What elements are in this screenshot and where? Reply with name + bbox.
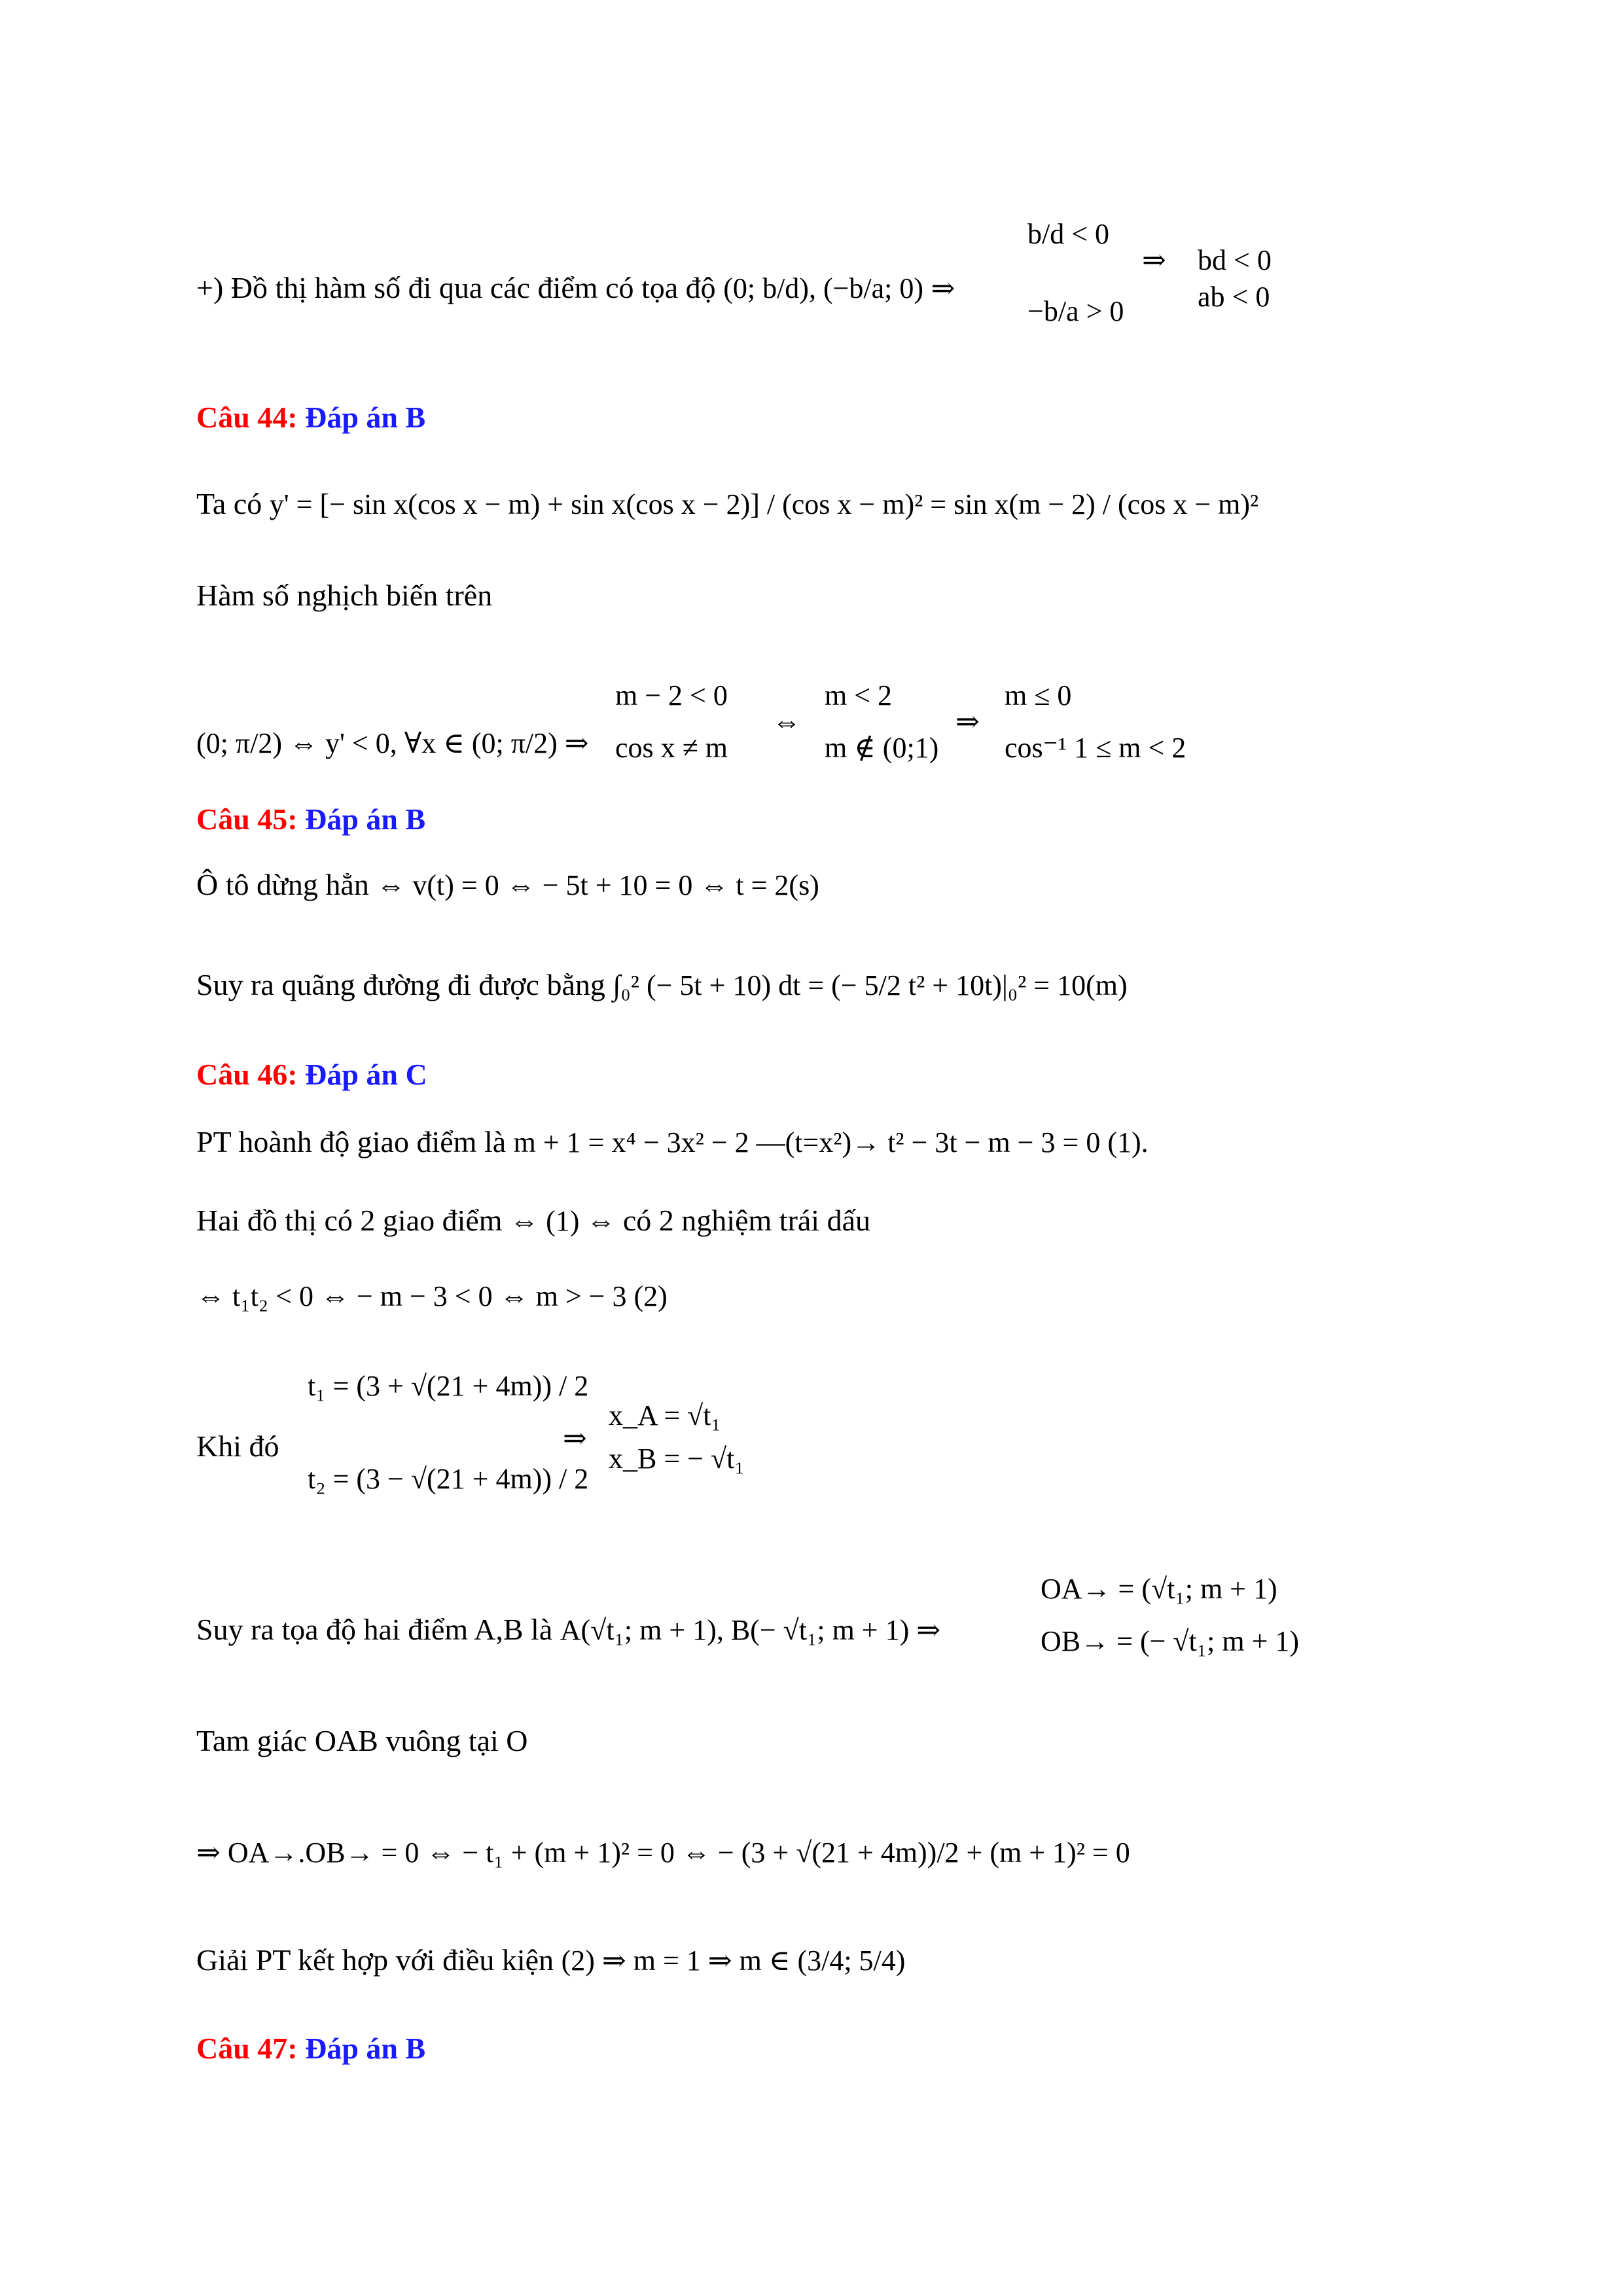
answer-label: Đáp án B xyxy=(305,401,426,434)
condition-item: m < 2 xyxy=(825,679,893,711)
stop-text: Ô tô dừng hẳn xyxy=(196,868,369,901)
x-coordinate: x_B = − √t₁ xyxy=(609,1443,745,1475)
root-formula: t₂ = (3 − √(21 + 4m)) / 2 xyxy=(308,1463,589,1495)
product-condition: ⇔ t₁t₂ < 0 ⇔ − m − 3 < 0 ⇔ m > − 3 (2) xyxy=(196,1280,668,1312)
question-47-heading xyxy=(196,2029,425,2068)
vector-oa: OA→ = (√t₁; m + 1) xyxy=(1041,1573,1277,1605)
roots-system xyxy=(308,1368,588,1498)
question-45-heading xyxy=(196,800,425,839)
condition-system-3 xyxy=(1005,677,1186,766)
question-46-heading xyxy=(196,1055,427,1094)
coordinates-line xyxy=(196,1610,940,1650)
question-label: Câu 45: xyxy=(196,802,298,836)
root-formula: t₁ = (3 + √(21 + 4m)) / 2 xyxy=(308,1370,589,1402)
two-points-tail: có 2 nghiệm trái dấu xyxy=(622,1204,870,1237)
right-triangle-text: Tam giác OAB vuông tại O xyxy=(196,1724,528,1757)
distance-integral: ∫₀² (− 5t + 10) dt = (− 5/2 t² + 10t)|₀² = 10(m) xyxy=(613,969,1128,1001)
implies-symbol: ⇒ xyxy=(563,1422,587,1454)
coordinates-text: Suy ra tọa độ hai điểm A,B là xyxy=(196,1613,553,1646)
condition-item: m ∉ (0;1) xyxy=(825,732,939,764)
graph-points-math: (0; b/d), (−b/a; 0) xyxy=(723,272,924,304)
answer-label: Đáp án C xyxy=(305,1058,427,1091)
distance-text: Suy ra quãng đường đi được bằng xyxy=(196,968,605,1001)
derivative-line xyxy=(196,484,1258,524)
condition-item: cos⁻¹ 1 ≤ m < 2 xyxy=(1005,732,1186,764)
stop-formula: ⇔ v(t) = 0 ⇔ − 5t + 10 = 0 ⇔ t = 2(s) xyxy=(376,869,819,901)
vector-ob: OB→ = (− √t₁; m + 1) xyxy=(1041,1625,1300,1657)
question-label: Câu 44: xyxy=(196,401,298,434)
distance-line xyxy=(196,965,1128,1005)
condition-line xyxy=(196,723,589,763)
two-points-math: ⇔ (1) ⇔ xyxy=(510,1205,616,1237)
sign-condition: bd < 0 xyxy=(1198,244,1272,276)
equivalence-symbol: ⇔ xyxy=(772,706,801,738)
derivative-intro: Ta có xyxy=(196,487,262,520)
sign-system-1 xyxy=(1027,216,1124,330)
solve-line xyxy=(196,1941,905,1981)
decreasing-line xyxy=(196,576,492,615)
graph-points-text: +) Đồ thị hàm số đi qua các điểm có tọa độ xyxy=(196,271,716,304)
dot-product-line xyxy=(196,1833,1130,1873)
right-triangle-line xyxy=(196,1721,528,1761)
condition-item: m − 2 < 0 xyxy=(615,679,728,711)
condition-system-2 xyxy=(825,677,938,766)
x-coordinates-system xyxy=(609,1397,745,1477)
two-points-line xyxy=(196,1201,870,1241)
solve-math: (2) ⇒ m = 1 ⇒ m ∈ (3/4; 5/4) xyxy=(561,1945,906,1977)
sign-condition: ab < 0 xyxy=(1198,281,1270,313)
answer-label: Đáp án B xyxy=(305,802,426,836)
solve-text: Giải PT kết hợp với điều kiện xyxy=(196,1943,554,1977)
stop-line xyxy=(196,865,819,905)
condition-system-1 xyxy=(615,677,728,766)
implies-symbol: ⇒ xyxy=(955,706,980,738)
intersection-text: PT hoành độ giao điểm là xyxy=(196,1125,507,1158)
product-line xyxy=(196,1276,668,1316)
two-points-text: Hai đồ thị có 2 giao điểm xyxy=(196,1204,503,1237)
dot-product-equation: ⇒ OA→.OB→ = 0 ⇔ − t₁ + (m + 1)² = 0 ⇔ − (3 + √(21 + 4m))/2 + (m + 1)² = 0 xyxy=(196,1837,1130,1869)
sign-system-2 xyxy=(1198,242,1272,315)
then-text: Khi đó xyxy=(196,1429,279,1463)
implies-symbol: ⇒ xyxy=(931,272,955,304)
condition-item: cos x ≠ m xyxy=(615,732,728,764)
condition-formula: (0; π/2) ⇔ y' < 0, ∀x ∈ (0; π/2) ⇒ xyxy=(196,727,589,759)
question-44-heading xyxy=(196,398,425,437)
coordinates-math: A(√t₁; m + 1), B(− √t₁; m + 1) ⇒ xyxy=(560,1614,941,1646)
x-coordinate: x_A = √t₁ xyxy=(609,1399,721,1431)
vectors-system xyxy=(1041,1571,1299,1660)
decreasing-text: Hàm số nghịch biến trên xyxy=(196,579,493,612)
implies-symbol: ⇒ xyxy=(1142,244,1166,276)
then-line xyxy=(196,1427,279,1466)
question-label: Câu 46: xyxy=(196,1058,298,1091)
intersection-line xyxy=(196,1122,1149,1162)
sign-condition: b/d < 0 xyxy=(1027,218,1110,250)
question-label: Câu 47: xyxy=(196,2032,298,2065)
sign-condition: −b/a > 0 xyxy=(1027,295,1124,327)
derivative-formula: y' = [− sin x(cos x − m) + sin x(cos x − 2)] / (cos x − m)² = sin x(m − 2) / (cos x − m)² xyxy=(269,488,1259,520)
condition-item: m ≤ 0 xyxy=(1005,679,1072,711)
graph-points-line xyxy=(196,268,955,308)
intersection-equation: m + 1 = x⁴ − 3x² − 2 —(t=x²)→ t² − 3t − m − 3 = 0 (1). xyxy=(513,1126,1149,1158)
answer-label: Đáp án B xyxy=(305,2032,426,2065)
